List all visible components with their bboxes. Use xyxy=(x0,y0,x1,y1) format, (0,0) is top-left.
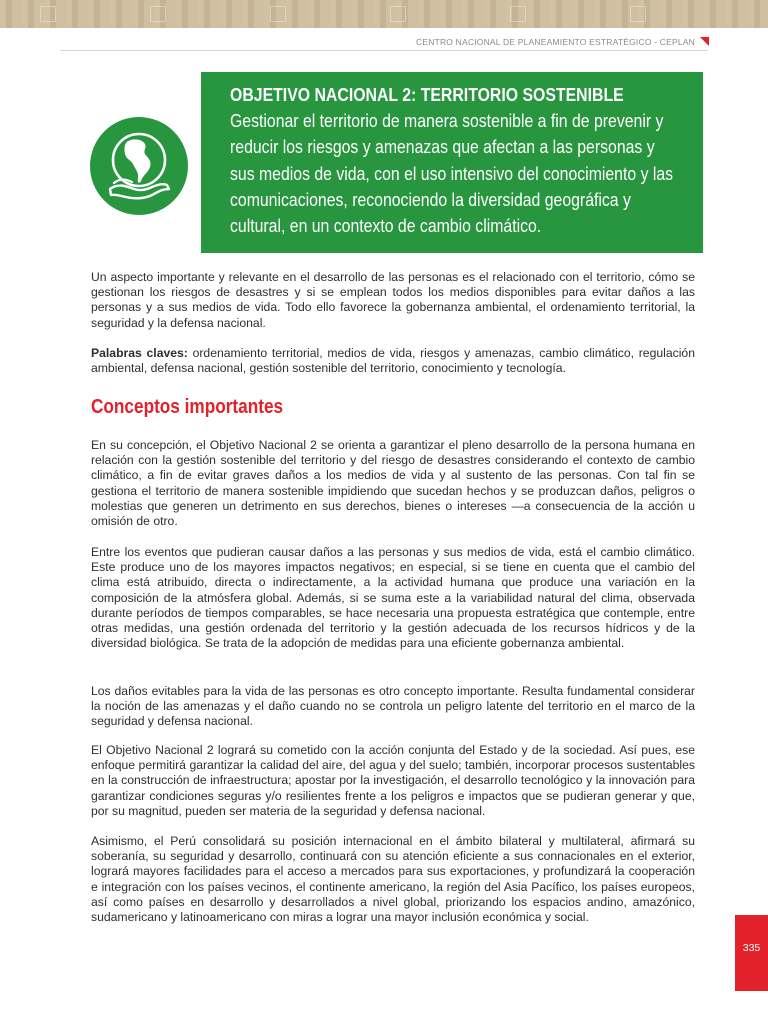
band-motif xyxy=(390,6,406,22)
band-motif xyxy=(150,6,166,22)
america-globe-in-hands-icon xyxy=(90,117,188,215)
band-motif xyxy=(40,6,56,22)
keywords-label: Palabras claves: xyxy=(91,346,188,360)
body-paragraph: En su concepción, el Objetivo Nacional 2 se orienta a garantizar el pleno desarrollo de la persona humana en relación con la gestión sostenible del territorio y del riesgo de desastres considerando el contexto de cambio climático, a fin de evitar graves daños a los medios de vida y al sustento de las personas. Con tal fin se gestiona el territorio de manera sostenible impidiendo que sucedan hechos y se produzcan daños, peligros o molestias que generen un detrimento en sus derechos, bienes o intereses —a consecuencia de la acción u omisión de otro. xyxy=(91,438,695,529)
page-number-tab xyxy=(735,915,768,991)
page-number: 335 xyxy=(742,942,761,954)
band-motif xyxy=(630,6,646,22)
keywords-paragraph xyxy=(91,346,695,376)
emblem-graphic xyxy=(90,117,188,215)
objective-title: OBJETIVO NACIONAL 2: TERRITORIO SOSTENIBLE xyxy=(230,85,624,105)
header-divider xyxy=(60,50,708,51)
body-paragraph: El Objetivo Nacional 2 logrará su cometido con la acción conjunta del Estado y de la sociedad. Así pues, ese enfoque permitirá garantizar la calidad del aire, del agua y del suelo; también, incorporar procesos sustentables en la construcción de infraestructura; apostar por la investigación, el desarrollo tecnológico y la innovación para garantizar condiciones seguras y/o resilientes frente a los peligros e impactos que se pudieran generar y que, por su magnitud, pueden ser materia de la seguridad y defensa nacional. xyxy=(91,743,695,818)
band-motif xyxy=(510,6,526,22)
intro-paragraph: Un aspecto importante y relevante en el desarrollo de las personas es el relacionado con el territorio, cómo se gestionan los riesgos de desastres y si se emplean todos los medios disponibles para evitar daños a las personas y a sus medios de vida. Todo ello favorece la gobernanza ambiental, el ordenamiento territorial, la seguridad y la defensa nacional. xyxy=(91,270,695,330)
body-paragraph: Los daños evitables para la vida de las personas es otro concepto importante. Resulta fundamental considerar la noción de las amenazas y el daño cuando no se controla un peligro latente del territorio en el marco de la seguridad y defensa nacional. xyxy=(91,684,695,729)
objective-callout xyxy=(201,72,703,253)
body-paragraph: Asimismo, el Perú consolidará su posición internacional en el ámbito bilateral y multilateral, afirmará su soberanía, su seguridad y desarrollo, continuará con su atención eficiente a sus connacionales en el exterior, logrará mayores facilidades para el acceso a mercados para sus exportaciones, y profundizará la cooperación e integración con los países vecinos, el continente americano, la región del Asia Pacífico, los países europeos, así como países en desarrollo y desarrollados a nivel global, priorizando los espacios andino, amazónico, sudamericano y latinoamericano con miras a lograr una mayor inclusión económica y social. xyxy=(91,834,695,925)
keywords-text: ordenamiento territorial, medios de vida, riesgos y amenazas, cambio climático, regulación ambiental, defensa nacional, gestión sostenible del territorio, conocimiento y tecnología. xyxy=(91,346,695,376)
decorative-top-band xyxy=(0,0,768,28)
band-motif xyxy=(270,6,286,22)
section-heading: Conceptos importantes xyxy=(91,396,284,418)
running-header: CENTRO NACIONAL DE PLANEAMIENTO ESTRATÉGICO - CEPLAN xyxy=(416,37,695,47)
header-flag-icon xyxy=(700,37,709,46)
objective-statement: Gestionar el territorio de manera sostenible a fin de prevenir y reducir los riesgos y amenazas que afectan a las personas y sus medios de vida, con el uso intensivo del conocimiento y las comunicaciones, reconociendo la diversidad geográfica y cultural, en un contexto de cambio climático. xyxy=(230,110,674,237)
body-paragraph: Entre los eventos que pudieran causar daños a las personas y sus medios de vida, está el cambio climático. Este produce uno de los mayores impactos negativos; en especial, si se tiene en cuenta que el cambio del clima está atribuido, directa o indirectamente, a la actividad humana que produce una variación en la composición de la atmósfera global. Además, si se suma este a la variabilidad natural del clima, observada durante períodos de tiempos comparables, se hace necesaria una propuesta estratégica que contemple, entre otras medidas, una gestión ordenada del territorio y la gestión adecuada de los recursos hídricos y de la diversidad biológica. Se trata de la adopción de medidas para una eficiente gobernanza ambiental. xyxy=(91,545,695,651)
